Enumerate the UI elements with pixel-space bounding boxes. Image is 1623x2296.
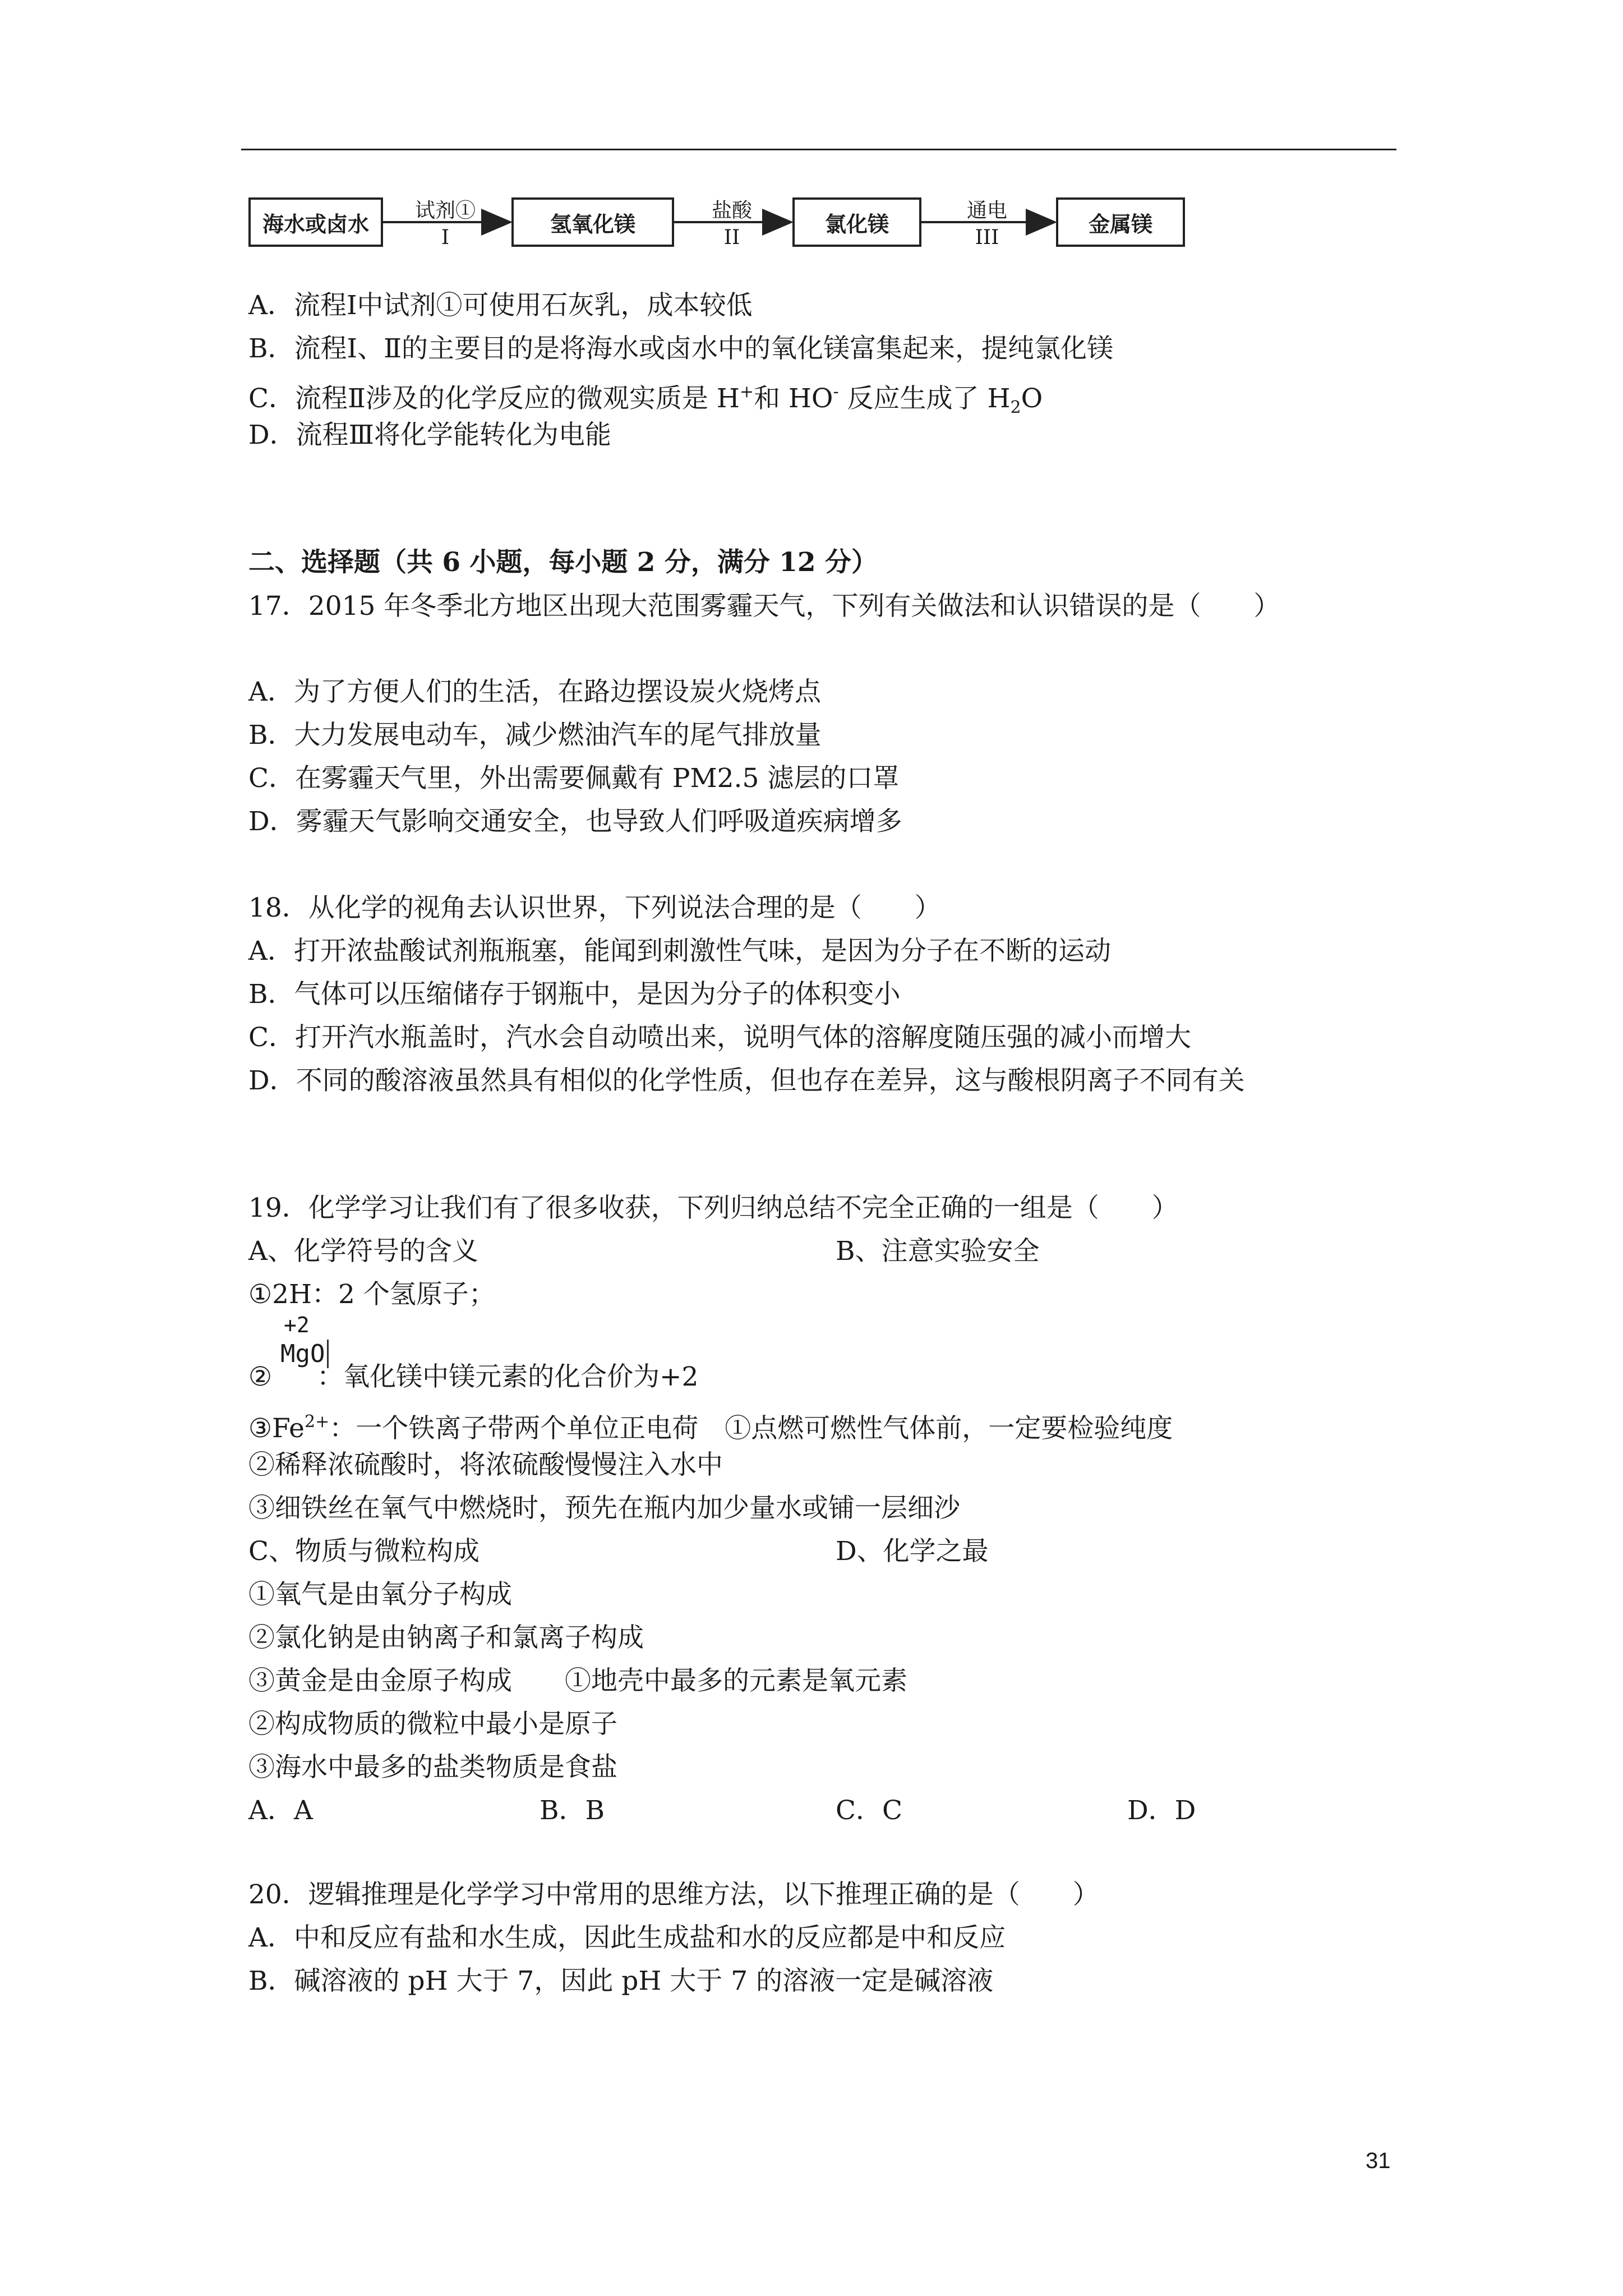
q20-option-b: B．碱溶液的 pH 大于 7，因此 pH 大于 7 的溶液一定是碱溶液: [248, 1966, 994, 1996]
q16-option-a: A．流程Ⅰ中试剂①可使用石灰乳，成本较低: [248, 290, 753, 321]
q19-heading-d: D、化学之最: [836, 1536, 989, 1567]
q19-line-8: ③黄金是由金原子构成 ①地壳中最多的元素是氧元素: [248, 1665, 907, 1696]
q19-l3-pre: ③Fe: [248, 1413, 305, 1444]
q18-option-b: B．气体可以压缩储存于钢瓶中，是因为分子的体积变小: [248, 979, 901, 1010]
q16-c-post: 反应生成了 H: [838, 383, 1011, 414]
q16-option-c: [248, 375, 1043, 425]
q19-line-9: ②构成物质的微粒中最小是原子: [248, 1709, 617, 1740]
flow-arrow-1-top: 试剂①: [414, 199, 476, 222]
q19-stem: 19．化学学习让我们有了很多收获，下列归纳总结不完全正确的一组是（ ）: [248, 1193, 1178, 1223]
flow-arrow-1-bottom: I: [441, 226, 450, 249]
q19-choice-c: C．C: [836, 1795, 902, 1826]
flow-node-mg-chloride: 氯化镁: [792, 197, 921, 247]
q17-option-c: C．在雾霾天气里，外出需要佩戴有 PM2.5 滤层的口罩: [248, 763, 900, 794]
q19-heading-b: B、注意实验安全: [836, 1236, 1040, 1267]
q16-option-d: D．流程Ⅲ将化学能转化为电能: [248, 420, 612, 450]
q19-choice-a: A．A: [248, 1795, 313, 1826]
q19-line-6: ①氧气是由氧分子构成: [248, 1579, 512, 1610]
flow-node-seawater: 海水或卤水: [248, 197, 383, 247]
q19-line-1: ①2H：2 个氢原子；: [248, 1279, 495, 1310]
q19-line-4: ②稀释浓硫酸时，将浓硫酸慢慢注入水中: [248, 1450, 723, 1480]
q17-option-d: D．雾霾天气影响交通安全，也导致人们呼吸道疾病增多: [248, 806, 902, 837]
q19-heading-a: A、化学符号的含义: [248, 1236, 478, 1267]
flow-arrow-3-top: 通电: [966, 199, 1007, 222]
flow-arrow-2-bottom: II: [723, 226, 740, 249]
flow-arrows: [0, 0, 1623, 280]
q19-line-7: ②氯化钠是由钠离子和氯离子构成: [248, 1622, 644, 1653]
q19-line-5: ③细铁丝在氧气中燃烧时，预先在瓶内加少量水或铺一层细沙: [248, 1493, 960, 1524]
q20-stem: 20．逻辑推理是化学学习中常用的思维方法，以下推理正确的是（ ）: [248, 1879, 1099, 1910]
section-2-heading: 二、选择题（共 6 小题，每小题 2 分，满分 12 分）: [248, 547, 878, 578]
q16-c-sub: 2: [1010, 398, 1021, 417]
q19-l2-pre: ②: [248, 1361, 273, 1392]
q19-l3-sup: 2+: [305, 1412, 330, 1432]
q18-option-d: D．不同的酸溶液虽然具有相似的化学性质，但也存在差异，这与酸根阴离子不同有关: [248, 1065, 1245, 1096]
q19-choice-b: B．B: [540, 1795, 605, 1826]
q16-c-sup2: -: [833, 382, 839, 402]
q18-option-c: C．打开汽水瓶盖时，汽水会自动喷出来，说明气体的溶解度随压强的减小而增大: [248, 1022, 1191, 1053]
q17-option-b: B．大力发展电动车，减少燃油汽车的尾气排放量: [248, 720, 822, 751]
q18-stem: 18．从化学的视角去认识世界，下列说法合理的是（ ）: [248, 892, 941, 923]
flow-arrow-2-top: 盐酸: [711, 199, 752, 222]
flow-arrow-3-bottom: III: [975, 226, 999, 249]
q17-option-a: A．为了方便人们的生活，在路边摆设炭火烧烤点: [248, 677, 821, 707]
page-number: 31: [1366, 2148, 1391, 2173]
q19-l2-post: ：氧化镁中镁元素的化合价为+2: [317, 1361, 699, 1392]
q20-option-a: A．中和反应有盐和水生成，因此生成盐和水的反应都是中和反应: [248, 1922, 1006, 1953]
q19-l3-post: ：一个铁离子带两个单位正电荷 ①点燃可燃性气体前，一定要检验纯度: [329, 1413, 1173, 1444]
q16-c-end: O: [1021, 383, 1043, 414]
q16-c-mid: 和 HO: [753, 383, 833, 414]
q16-option-b: B．流程Ⅰ、Ⅱ的主要目的是将海水或卤水中的氧化镁富集起来，提纯氯化镁: [248, 333, 1114, 364]
q18-option-a: A．打开浓盐酸试剂瓶瓶塞，能闻到刺激性气味，是因为分子在不断的运动: [248, 936, 1111, 967]
q17-stem: 17．2015 年冬季北方地区出现大范围雾霾天气，下列有关做法和认识错误的是（ ）: [248, 591, 1280, 622]
q16-c-sup1: +: [739, 382, 754, 402]
flow-node-mg-hydroxide: 氢氧化镁: [511, 197, 674, 247]
q19-line-3: [248, 1405, 1173, 1446]
q19-choice-d: D．D: [1127, 1795, 1196, 1826]
mgo-formula: MgO: [280, 1340, 329, 1368]
q16-c-pre: C．流程Ⅱ涉及的化学反应的微观实质是 H: [248, 383, 740, 414]
q19-line-10: ③海水中最多的盐类物质是食盐: [248, 1752, 617, 1783]
flow-node-mg-metal: 金属镁: [1056, 197, 1185, 247]
mgo-valence: +2: [284, 1313, 310, 1337]
q19-heading-c: C、物质与微粒构成: [248, 1536, 479, 1567]
